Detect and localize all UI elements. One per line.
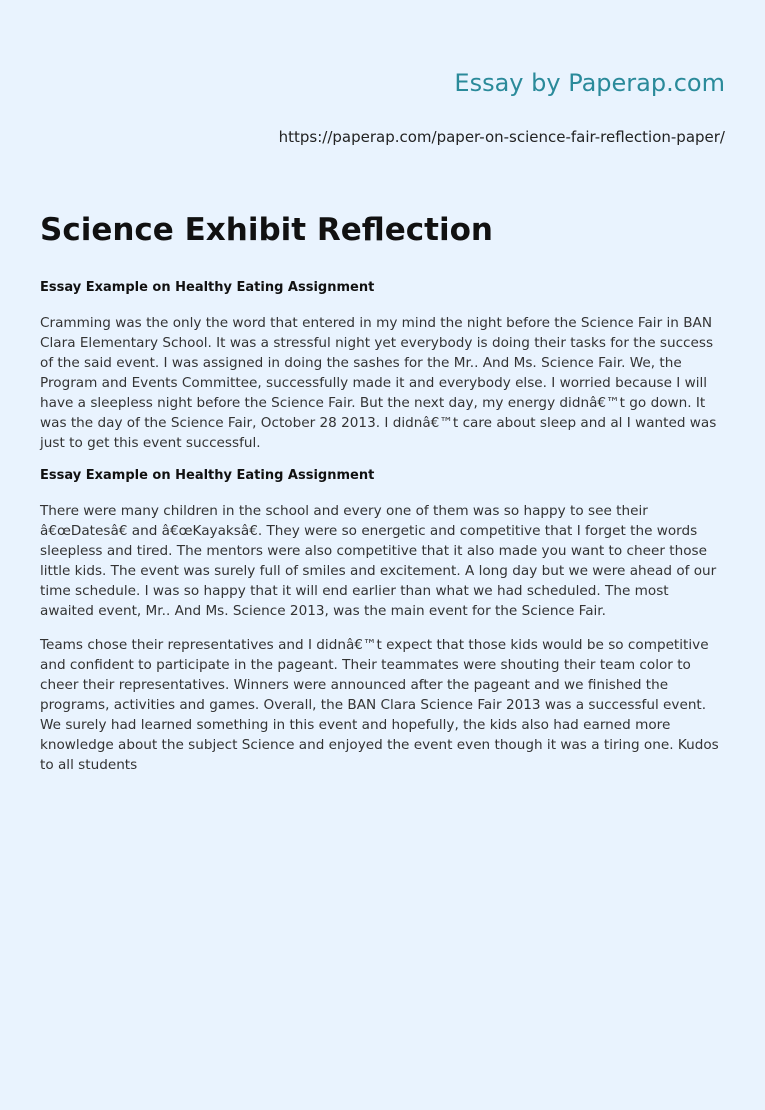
essay-paragraph: Cramming was the only the word that entered in my mind the night before the Science Fair in BAN Clara Elementary School. It was a stressful night yet everybody is doing their tasks for the success of the said event. I was assigned in doing the sashes for the Mr.. And Ms. Science Fair. We, the Program and Events Committee, successfully made it and everybody else. I worried because I will have a sleepless night before the Science Fair. But the next day, my energy didnâ€™t go down. It was the day of the Science Fair, October 28 2013. I didnâ€™t care about sleep and al I wanted was just to get this event successful. — [40, 315, 717, 451]
essay-paragraph: Teams chose their representatives and I didnâ€™t expect that those kids would be so competitive and confident to participate in the pageant. Their teammates were shouting their team color to cheer their representatives. Winners were announced after the pageant and we finished the programs, activities and games. Overall, the BAN Clara Science Fair 2013 was a successful event. We surely had learned something in this event and hopefully, the kids also had earned more knowledge about the subject Science and enjoyed the event even though it was a tiring one. Kudos to all students — [40, 637, 719, 773]
essay-title: Science Exhibit Reflection — [40, 212, 493, 248]
source-url[interactable]: https://paperap.com/paper-on-science-fair-reflection-paper/ — [278, 128, 725, 146]
section-heading: Essay Example on Healthy Eating Assignment — [40, 468, 375, 483]
essay-paragraph: There were many children in the school and every one of them was so happy to see their â€œDatesâ€ and â€œKayaksâ€. They were so energetic and competitive that I forget the words sleepless and tired. The mentors were also competitive that it also made you want to cheer those little kids. The event was surely full of smiles and excitement. A long day but we were ahead of our time schedule. I was so happy that it will end earlier than what we had scheduled. The most awaited event, Mr.. And Ms. Science 2013, was the main event for the Science Fair. — [40, 503, 717, 619]
section-heading: Essay Example on Healthy Eating Assignment — [40, 280, 375, 295]
site-brand[interactable]: Essay by Paperap.com — [454, 69, 725, 97]
essay-body — [40, 279, 725, 789]
